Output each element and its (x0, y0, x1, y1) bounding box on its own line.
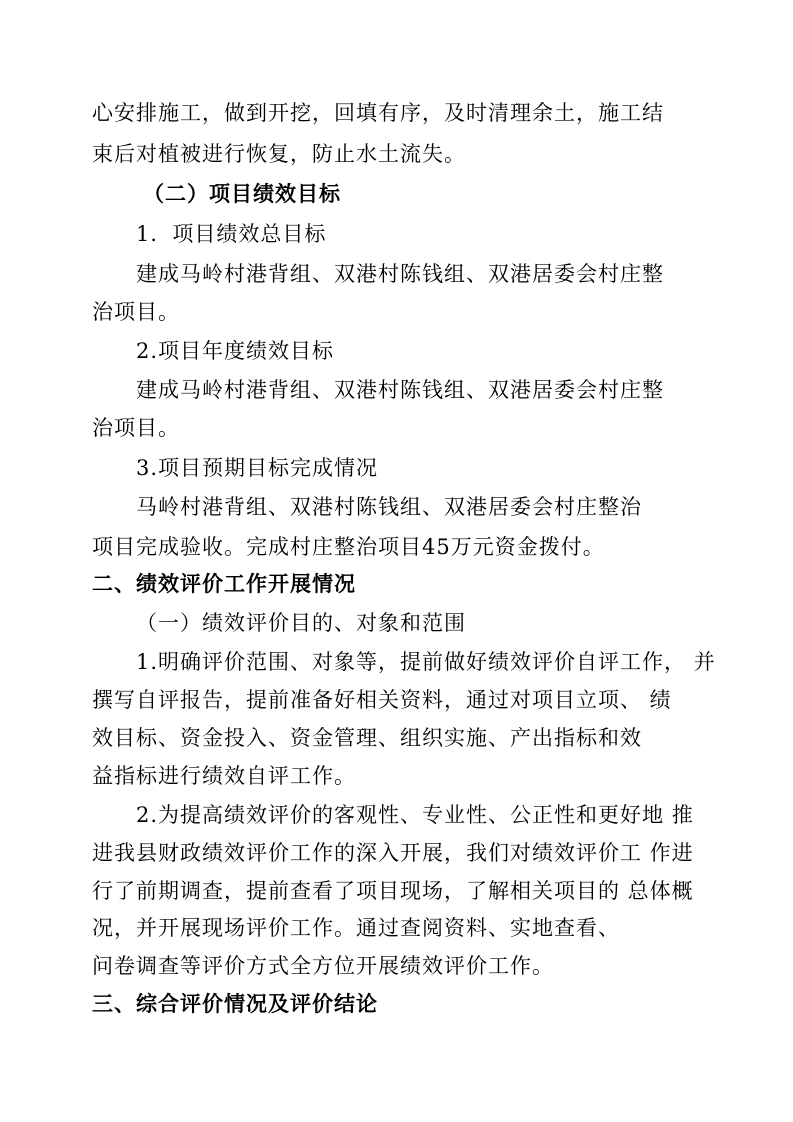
subheading: 1．项目绩效总目标 (136, 222, 327, 246)
subheading: 3.项目预期目标完成情况 (136, 456, 379, 480)
paragraph-line: 心安排施工，做到开挖，回填有序，及时清理余土，施工结 (92, 101, 664, 125)
paragraph-line: 行了前期调查，提前查看了项目现场，了解相关项目的 总体概 (92, 879, 694, 903)
paragraph-line: 况，并开展现场评价工作。通过查阅资料、实地查看、 (92, 916, 620, 940)
paragraph-line: 建成马岭村港背组、双港村陈钱组、双港居委会村庄整 (136, 262, 664, 286)
paragraph-line: 治项目。 (92, 416, 180, 440)
paragraph-line: 项目完成验收。完成村庄整治项目45万元资金拨付。 (92, 535, 605, 559)
paragraph-line: 治项目。 (92, 300, 180, 324)
paragraph-line: 建成马岭村港背组、双港村陈钱组、双港居委会村庄整 (136, 378, 664, 402)
paragraph-line: 束后对植被进行恢复，防止水土流失。 (92, 142, 466, 166)
paragraph-line: 1.明确评价范围、对象等，提前做好绩效评价自评工作， 并 (136, 650, 716, 674)
paragraph-line: 马岭村港背组、双港村陈钱组、双港居委会村庄整治 (136, 495, 642, 519)
subheading: （一）绩效评价目的、对象和范围 (136, 611, 466, 635)
paragraph-line: 问卷调查等评价方式全方位开展绩效评价工作。 (92, 954, 554, 978)
section-heading: 三、综合评价情况及评价结论 (92, 992, 378, 1016)
paragraph-line: 2.为提高绩效评价的客观性、专业性、公正性和更好地 推 (136, 803, 694, 827)
paragraph-line: 撰写自评报告，提前准备好相关资料，通过对项目立项、 绩 (92, 688, 672, 712)
section-heading: 二、绩效评价工作开展情况 (92, 572, 356, 596)
paragraph-line: 进我县财政绩效评价工作的深入开展，我们对绩效评价工 作进 (92, 841, 694, 865)
paragraph-line: 益指标进行绩效自评工作。 (92, 764, 356, 788)
section-heading: （二）项目绩效目标 (143, 182, 341, 206)
subheading: 2.项目年度绩效目标 (136, 339, 335, 363)
paragraph-line: 效目标、资金投入、资金管理、组织实施、产出指标和效 (92, 726, 642, 750)
